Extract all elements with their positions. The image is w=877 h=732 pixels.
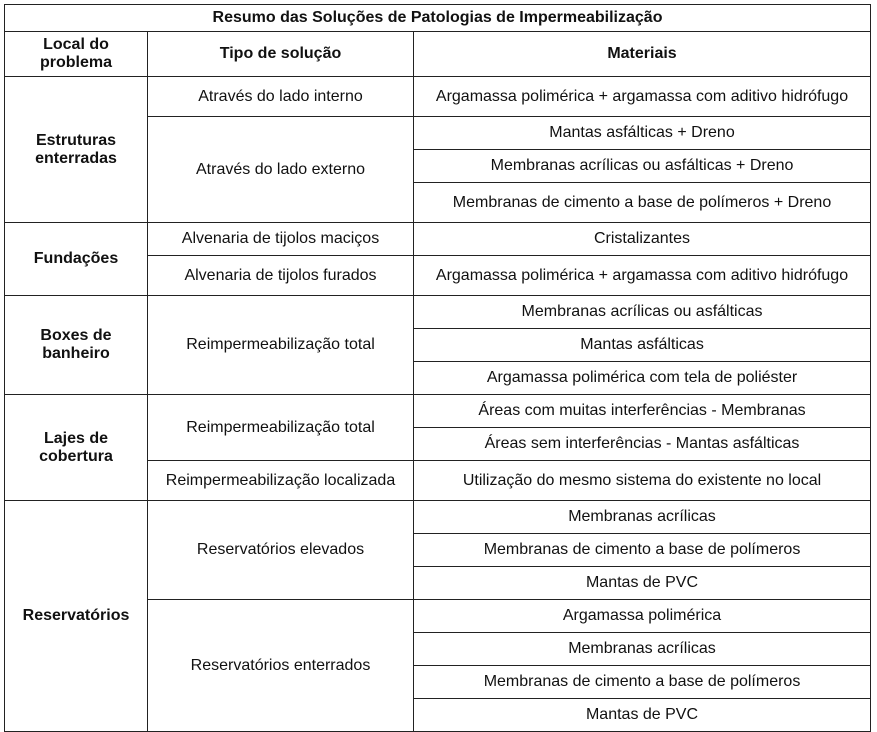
cell-material: Argamassa polimérica bbox=[414, 600, 871, 633]
table-row bbox=[5, 501, 871, 534]
cell-tipo: Através do lado externo bbox=[148, 117, 414, 223]
cell-material: Argamassa polimérica + argamassa com aditivo hidrófugo bbox=[414, 256, 871, 296]
cell-local: Fundações bbox=[5, 223, 148, 296]
cell-material: Membranas de cimento a base de polímeros bbox=[414, 666, 871, 699]
header-local: Local do problema bbox=[5, 32, 148, 77]
cell-material: Mantas asfálticas bbox=[414, 329, 871, 362]
cell-tipo: Alvenaria de tijolos maciços bbox=[148, 223, 414, 256]
cell-tipo: Reimpermeabilização total bbox=[148, 296, 414, 395]
table-row bbox=[5, 223, 871, 256]
table-row bbox=[5, 395, 871, 428]
cell-local: Lajes de cobertura bbox=[5, 395, 148, 501]
table-title: Resumo das Soluções de Patologias de Impermeabilização bbox=[5, 5, 871, 32]
cell-material: Utilização do mesmo sistema do existente no local bbox=[414, 461, 871, 501]
cell-material: Membranas acrílicas ou asfálticas bbox=[414, 296, 871, 329]
header-tipo: Tipo de solução bbox=[148, 32, 414, 77]
cell-material: Áreas com muitas interferências - Membranas bbox=[414, 395, 871, 428]
table-body bbox=[5, 77, 871, 732]
cell-local: Reservatórios bbox=[5, 501, 148, 732]
table-container bbox=[4, 4, 870, 732]
cell-material: Membranas acrílicas bbox=[414, 633, 871, 666]
cell-tipo: Reimpermeabilização localizada bbox=[148, 461, 414, 501]
table-row bbox=[5, 296, 871, 329]
cell-material: Mantas de PVC bbox=[414, 567, 871, 600]
cell-tipo: Através do lado interno bbox=[148, 77, 414, 117]
cell-material: Membranas acrílicas ou asfálticas + Dreno bbox=[414, 150, 871, 183]
cell-material: Membranas de cimento a base de polímeros bbox=[414, 534, 871, 567]
cell-material: Argamassa polimérica + argamassa com aditivo hidrófugo bbox=[414, 77, 871, 117]
cell-tipo: Alvenaria de tijolos furados bbox=[148, 256, 414, 296]
cell-material: Mantas asfálticas + Dreno bbox=[414, 117, 871, 150]
cell-tipo: Reservatórios elevados bbox=[148, 501, 414, 600]
cell-material: Membranas de cimento a base de polímeros + Dreno bbox=[414, 183, 871, 223]
cell-local: Estruturas enterradas bbox=[5, 77, 148, 223]
cell-tipo: Reimpermeabilização total bbox=[148, 395, 414, 461]
cell-local: Boxes de banheiro bbox=[5, 296, 148, 395]
cell-material: Cristalizantes bbox=[414, 223, 871, 256]
solutions-table bbox=[4, 4, 871, 732]
cell-material: Membranas acrílicas bbox=[414, 501, 871, 534]
cell-material: Mantas de PVC bbox=[414, 699, 871, 732]
cell-material: Argamassa polimérica com tela de poliéster bbox=[414, 362, 871, 395]
cell-tipo: Reservatórios enterrados bbox=[148, 600, 414, 732]
table-row bbox=[5, 77, 871, 117]
header-materiais: Materiais bbox=[414, 32, 871, 77]
cell-material: Áreas sem interferências - Mantas asfálticas bbox=[414, 428, 871, 461]
